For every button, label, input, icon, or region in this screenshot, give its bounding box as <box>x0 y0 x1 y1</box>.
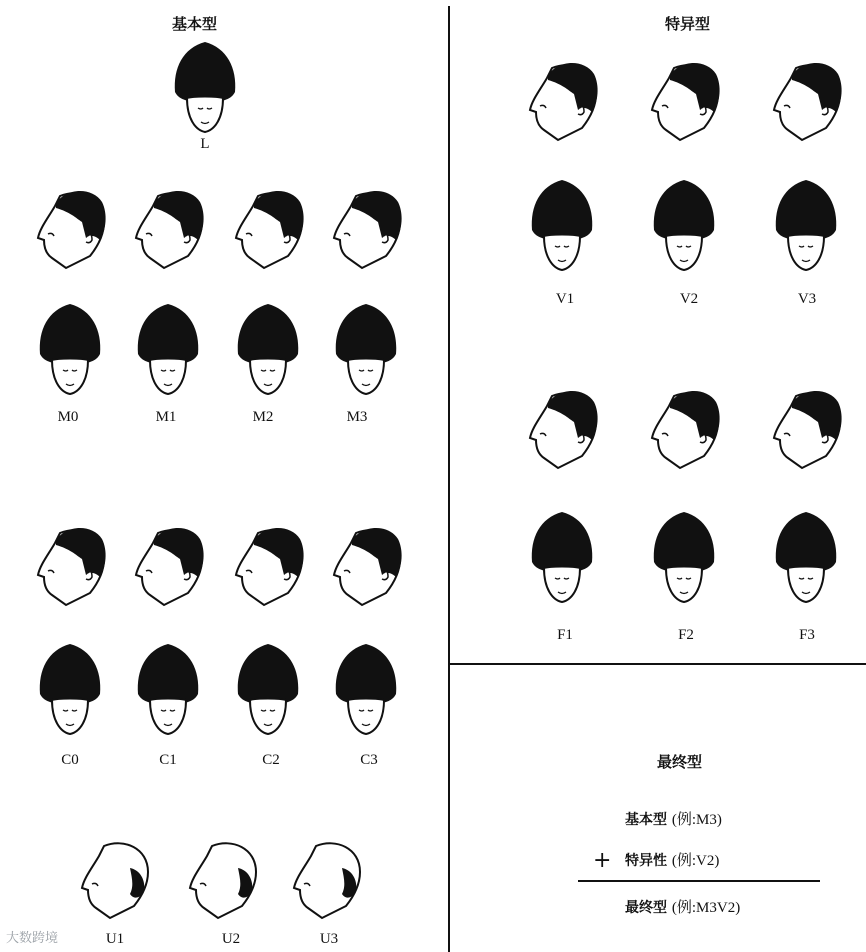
final-type-title: 最终型 <box>657 753 703 771</box>
plus-sign: + <box>593 848 612 873</box>
head-U1-side <box>74 828 154 928</box>
horizontal-divider <box>449 663 866 665</box>
label-V1: V1 <box>555 291 575 307</box>
formula-basic-label: 基本型 <box>625 812 667 828</box>
label-C2: C2 <box>262 752 280 768</box>
head-M3-side <box>326 178 406 278</box>
formula-basic-example: (例:M3) <box>671 812 722 828</box>
head-M1-side <box>128 178 208 278</box>
head-C3-side <box>326 515 406 615</box>
head-V3-top <box>766 176 846 276</box>
head-F1-top <box>522 508 602 608</box>
head-V1-side <box>522 50 602 150</box>
head-C1-top <box>128 640 208 740</box>
head-L-top <box>165 38 245 138</box>
formula-specific-label: 特异性 <box>625 853 667 869</box>
formula-final-label: 最终型 <box>625 900 667 916</box>
head-C3-top <box>326 640 406 740</box>
head-V2-top <box>644 176 724 276</box>
head-M0-top <box>30 300 110 400</box>
specific-type-title: 特异型 <box>665 15 711 33</box>
label-F3: F3 <box>799 627 815 643</box>
label-V3: V3 <box>797 291 817 307</box>
head-F1-side <box>522 378 602 478</box>
label-C3: C3 <box>360 752 378 768</box>
head-C2-side <box>228 515 308 615</box>
head-C1-side <box>128 515 208 615</box>
head-U3-side <box>286 828 366 928</box>
head-M2-top <box>228 300 308 400</box>
label-M0: M0 <box>57 409 79 425</box>
head-C0-side <box>30 515 110 615</box>
head-V2-side <box>644 50 724 150</box>
head-F3-top <box>766 508 846 608</box>
head-M0-side <box>30 178 110 278</box>
head-V3-side <box>766 50 846 150</box>
head-F3-side <box>766 378 846 478</box>
vertical-divider <box>448 6 450 952</box>
formula-sum-line <box>578 880 820 882</box>
head-C0-top <box>30 640 110 740</box>
head-M1-top <box>128 300 208 400</box>
label-F2: F2 <box>678 627 694 643</box>
label-C0: C0 <box>61 752 79 768</box>
label-V2: V2 <box>679 291 699 307</box>
label-M1: M1 <box>155 409 177 425</box>
formula-line-final <box>625 896 740 917</box>
label-M2: M2 <box>252 409 274 425</box>
head-M3-top <box>326 300 406 400</box>
head-U2-side <box>182 828 262 928</box>
label-U2: U2 <box>221 931 241 947</box>
head-C2-top <box>228 640 308 740</box>
head-F2-side <box>644 378 724 478</box>
label-L: L <box>200 136 210 152</box>
head-M2-side <box>228 178 308 278</box>
formula-line-specific <box>625 849 719 870</box>
label-U1: U1 <box>105 931 125 947</box>
label-C1: C1 <box>159 752 177 768</box>
head-F2-top <box>644 508 724 608</box>
label-F1: F1 <box>557 627 573 643</box>
formula-final-example: (例:M3V2) <box>671 900 741 916</box>
watermark: 大数跨境 <box>6 931 59 946</box>
formula-line-basic <box>625 808 722 829</box>
head-V1-top <box>522 176 602 276</box>
label-U3: U3 <box>319 931 339 947</box>
formula-specific-example: (例:V2) <box>671 853 720 869</box>
basic-type-title: 基本型 <box>172 15 218 33</box>
label-M3: M3 <box>346 409 368 425</box>
